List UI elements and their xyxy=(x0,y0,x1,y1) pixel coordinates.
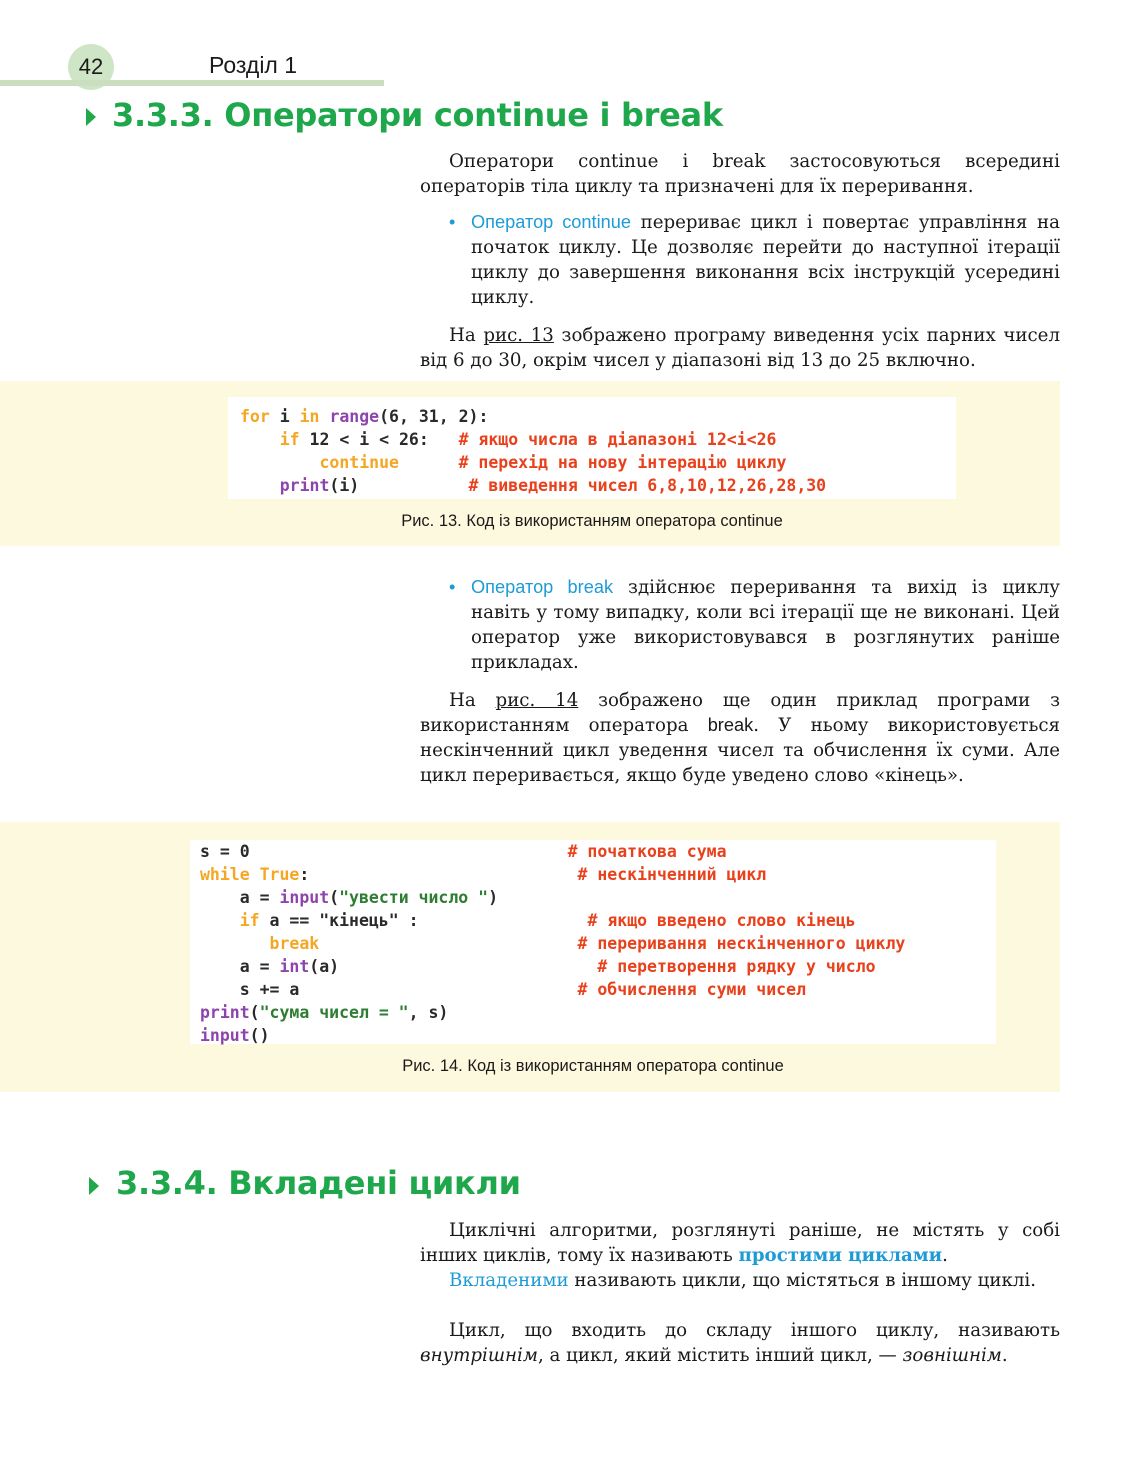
code-line xyxy=(200,955,996,978)
code-text: (a) xyxy=(309,957,340,976)
code-text xyxy=(200,934,270,953)
code-comment: # виведення чисел 6,8,10,12,26,28,30 xyxy=(468,476,827,495)
code-comment: # переривання нескінченного циклу xyxy=(577,934,906,953)
fig13-link[interactable]: рис. 13 xyxy=(483,325,554,346)
bullet-dot-icon: • xyxy=(449,212,456,232)
code-text xyxy=(299,980,577,999)
code-keyword: if xyxy=(240,430,300,449)
code-comment: # перехід на нову інтерацію циклу xyxy=(458,453,787,472)
code-line xyxy=(240,474,956,497)
fig13-ref-pre: На xyxy=(449,325,484,346)
code-line xyxy=(240,428,956,451)
code-keyword: in xyxy=(299,407,320,426)
code-text: (i) xyxy=(329,476,469,495)
code-keyword: while xyxy=(200,865,250,884)
code-text: (6, 31, 2): xyxy=(379,407,489,426)
term-inner: внутрішнім xyxy=(420,1345,538,1366)
p1-post: . xyxy=(942,1245,948,1266)
code-keyword: for xyxy=(240,407,270,426)
fig14-ref-pre: На xyxy=(449,690,496,711)
triangle-right-icon xyxy=(89,1177,99,1195)
inner-outer-paragraph xyxy=(420,1318,1060,1368)
p2-post: називають цикли, що містяться в іншому циклі. xyxy=(568,1270,1036,1291)
bullet-dot-icon: • xyxy=(449,577,456,597)
code-text: a == "кінець" : xyxy=(259,911,419,930)
fig13-ref-post: зображено програму виведення усіх парних чисел від 6 до 30, окрім чисел у діапазоні від 13 до 25 включно. xyxy=(420,325,1060,371)
code-string: "увести число " xyxy=(339,888,489,907)
code-keyword: if xyxy=(239,911,260,930)
code-comment: # початкова сума xyxy=(567,842,727,861)
code-text xyxy=(339,957,597,976)
fig14-reference-paragraph xyxy=(420,688,1060,788)
code-line xyxy=(200,932,996,955)
code-keyword: continue xyxy=(240,453,399,472)
code-text xyxy=(309,865,577,884)
nested-loops-paragraph xyxy=(420,1268,1060,1293)
code-function: input xyxy=(279,888,330,907)
code-line xyxy=(200,1024,996,1047)
code-text: i xyxy=(269,407,300,426)
code-text: 12 < i < 26: xyxy=(299,430,459,449)
code-function: range xyxy=(329,407,380,426)
code-text: a = xyxy=(200,888,280,907)
chapter-title: Розділ 1 xyxy=(209,52,298,78)
code-text xyxy=(399,453,459,472)
figure-14 xyxy=(0,822,1060,1092)
term-outer: зовнішнім xyxy=(902,1345,1002,1366)
code-function: int xyxy=(279,957,310,976)
p3-mid: , а цикл, який містить інший цикл, — xyxy=(537,1345,903,1366)
term-nested: Вкладеними xyxy=(449,1270,569,1291)
figure-13 xyxy=(0,381,1060,546)
header-rule xyxy=(0,80,384,86)
section-heading-333: 3.3.3. Оператори continue і break xyxy=(112,96,723,134)
code-function: print xyxy=(279,476,330,495)
code-listing-14 xyxy=(190,840,996,1044)
code-text: : xyxy=(299,865,310,884)
code-13 xyxy=(228,397,956,497)
code-line xyxy=(200,909,996,932)
code-text xyxy=(240,476,280,495)
term-break: Оператор break xyxy=(471,577,614,597)
intro-paragraph xyxy=(420,149,1060,199)
bullet-break-text: здійснює переривання та вихід із циклу навіть у тому випадку, коли всі ітерації ще не виконані. Цей оператор уже використовувався в розглянутих раніше прикладах. xyxy=(471,577,1060,673)
code-line xyxy=(240,405,956,428)
code-text: () xyxy=(249,1026,270,1045)
code-function: print xyxy=(200,1003,250,1022)
code-keyword: break xyxy=(269,934,320,953)
code-comment: # якщо введено слово кінець xyxy=(587,911,856,930)
bullet-break xyxy=(449,575,1060,675)
code-text: s = 0 xyxy=(200,842,250,861)
code-function: input xyxy=(200,1026,250,1045)
bullet-continue-text: перериває цикл і повертає управління на початок циклу. Це дозволяє перейти до наступної ітерації циклу до завершення виконання всіх інструкцій усередині циклу. xyxy=(471,212,1060,308)
fig13-reference-paragraph xyxy=(420,323,1060,373)
code-listing-13 xyxy=(228,397,956,499)
bullet-continue xyxy=(449,210,1060,310)
code-text: ( xyxy=(329,888,340,907)
p3-pre: Цикл, що входить до складу іншого циклу, називають xyxy=(449,1320,1060,1341)
term-continue: Оператор continue xyxy=(471,212,631,232)
code-text: ) xyxy=(488,888,499,907)
code-line xyxy=(200,863,996,886)
fig14-ref-keyword: break xyxy=(707,715,754,735)
section-heading-334: 3.3.4. Вкладені цикли xyxy=(116,1164,521,1202)
code-text xyxy=(250,842,568,861)
code-comment: # якщо числа в діапазоні 12<i<26 xyxy=(458,430,777,449)
fig14-ref-post: . У ньому використовується нескінченний цикл уведення чисел та обчислення їх суми. Але цикл переривається, якщо буде уведено слово «кінець». xyxy=(420,715,1061,786)
code-text: ( xyxy=(249,1003,260,1022)
code-14 xyxy=(190,840,996,1047)
code-text: , s) xyxy=(408,1003,449,1022)
simple-loops-paragraph xyxy=(420,1218,1060,1268)
code-text: a = xyxy=(200,957,280,976)
code-line xyxy=(200,886,996,909)
p3-post: . xyxy=(1001,1345,1008,1366)
code-line xyxy=(200,978,996,1001)
page-number: 42 xyxy=(68,44,114,90)
figure-14-caption: Рис. 14. Код із використанням оператора continue xyxy=(402,1057,784,1075)
intro-text: Оператори continue і break застосовуються всередині операторів тіла циклу та призначені для їх переривання. xyxy=(420,151,1060,197)
fig14-ref-mid: зображено ще один приклад програми з використанням оператора xyxy=(420,690,1060,736)
code-string: "сума чисел = " xyxy=(259,1003,409,1022)
code-comment: # обчислення суми чисел xyxy=(577,980,806,999)
code-text xyxy=(319,934,577,953)
code-text xyxy=(200,911,240,930)
code-keyword: True xyxy=(249,865,300,884)
triangle-right-icon xyxy=(86,108,96,126)
code-line xyxy=(200,840,996,863)
figure-13-caption: Рис. 13. Код із використанням оператора continue xyxy=(401,512,783,530)
code-text xyxy=(320,407,330,426)
code-comment: # нескінченний цикл xyxy=(577,865,767,884)
code-line xyxy=(240,451,956,474)
fig14-link[interactable]: рис. 14 xyxy=(495,690,579,711)
code-line xyxy=(200,1001,996,1024)
p1-pre: Циклічні алгоритми, розглянуті раніше, не містять у собі інших циклів, тому їх називають xyxy=(420,1220,1060,1266)
code-comment: # перетворення рядку у число xyxy=(597,957,876,976)
term-simple-loops: простими циклами xyxy=(738,1245,943,1266)
code-text: s += a xyxy=(200,980,300,999)
code-text xyxy=(419,911,588,930)
